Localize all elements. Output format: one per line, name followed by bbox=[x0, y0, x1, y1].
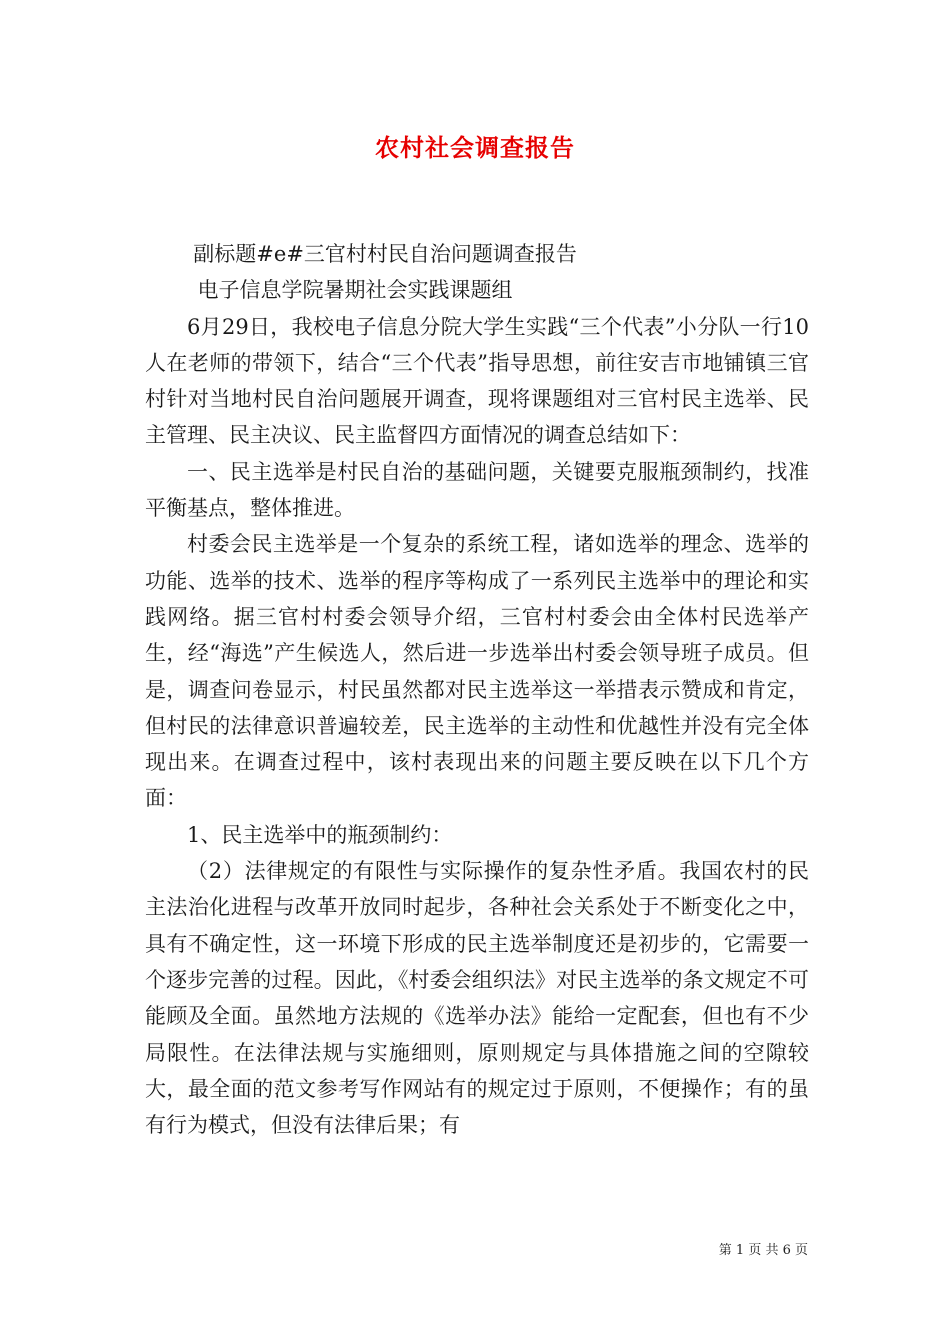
section-heading-paragraph: 一、民主选举是村民自治的基础问题，关键要克服瓶颈制约，找准平衡基点，整体推进。 bbox=[145, 459, 809, 521]
page-number-footer: 第 1 页 共 6 页 bbox=[718, 1243, 808, 1258]
subsection-heading-paragraph: 1、民主选举中的瓶颈制约： bbox=[187, 822, 453, 847]
intro-paragraph: 6月29日，我校电子信息分院大学生实践“三个代表”小分队一行10人在老师的带领下，结合“三个代表”指导思想，前往安吉市地铺镇三官村针对当地村民自治问题展开调查，现将课题组对三官村民主选举、民主管理、民主决议、民主监督四方面情况的调查总结如下： bbox=[145, 314, 809, 448]
subtitle-paragraph: 副标题#e#三官村村民自治问题调查报告 bbox=[193, 242, 577, 266]
author-group-paragraph: 电子信息学院暑期社会实践课题组 bbox=[197, 278, 513, 303]
document-body bbox=[145, 236, 809, 1143]
body-paragraph: 村委会民主选举是一个复杂的系统工程，诸如选举的理念、选举的功能、选举的技术、选举的程序等构成了一系列民主选举中的理论和实践网络。据三官村村委会领导介绍，三官村村委会由全体村民选举产生，经“海选”产生候选人，然后进一步选举出村委会领导班子成员。但是，调查问卷显示，村民虽然都对民主选举这一举措表示赞成和肯定，但村民的法律意识普遍较差，民主选举的主动性和优越性并没有完全体现出来。在调查过程中，该村表现出来的问题主要反映在以下几个方面： bbox=[145, 532, 809, 811]
page-title: 农村社会调查报告 bbox=[375, 133, 575, 162]
body-paragraph: （2）法律规定的有限性与实际操作的复杂性矛盾。我国农村的民主法治化进程与改革开放同时起步，各种社会关系处于不断变化之中，具有不确定性，这一环境下形成的民主选举制度还是初步的，它需要一个逐步完善的过程。因此，《村委会组织法》对民主选举的条文规定不可能顾及全面。虽然地方法规的《选举办法》能给一定配套，但也有不少局限性。在法律法规与实施细则，原则规定与具体措施之间的空隙较大，最全面的范文参考写作网站有的规定过于原则，不便操作；有的虽有行为模式，但没有法律后果；有 bbox=[145, 859, 809, 1138]
